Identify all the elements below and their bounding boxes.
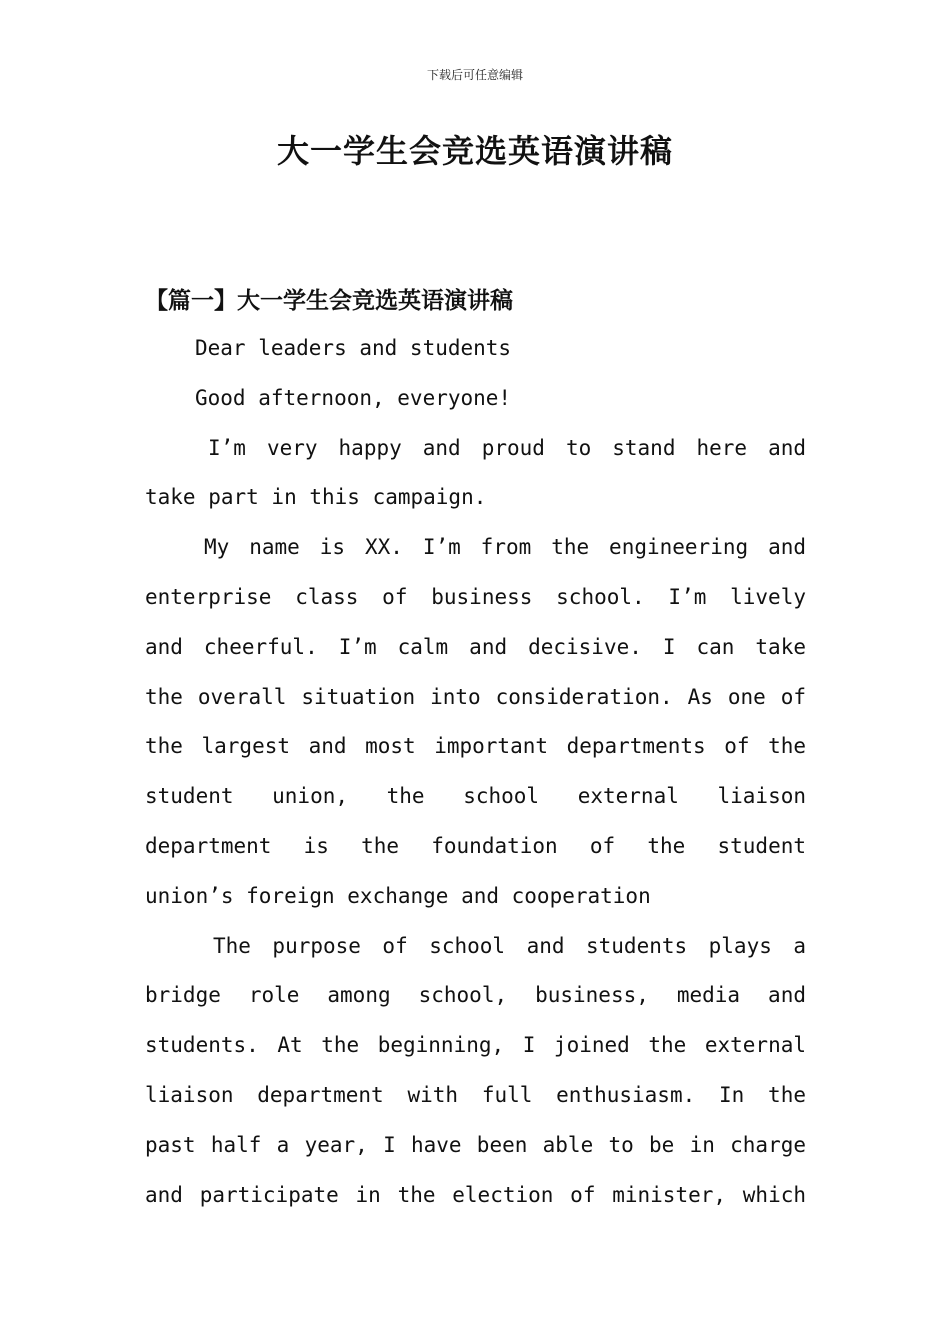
body-line: I’m very happy and proud to stand here and [208,435,806,460]
body-line: the largest and most important departments of the [145,734,806,759]
body-line: students. At the beginning, I joined the external [145,1033,806,1058]
section-heading: 【篇一】大一学生会竞选英语演讲稿 [145,287,513,314]
body-line: bridge role among school, business, media and [145,983,806,1008]
body-line: liaison department with full enthusiasm. In the [145,1082,806,1107]
body-line: enterprise class of business school. I’m lively [145,584,806,609]
body-line: department is the foundation of the student [145,833,806,858]
document-body [145,324,806,1220]
body-line: take part in this campaign. [145,485,487,510]
body-line: Good afternoon, everyone! [195,385,512,410]
body-line: union’s foreign exchange and cooperation [145,883,651,908]
header-note: 下载后可任意编辑 [426,68,523,82]
body-line: the overall situation into consideration. As one of [145,684,806,709]
body-line: The purpose of school and students plays a [213,933,806,958]
body-line: and cheerful. I’m calm and decisive. I can take [145,634,806,659]
body-line: past half a year, I have been able to be in charge [145,1132,806,1157]
body-line: My name is XX. I’m from the engineering and [204,535,806,560]
body-line: and participate in the election of minister, which [145,1182,806,1207]
body-line: student union, the school external liaison [145,784,806,809]
body-line: Dear leaders and students [195,336,512,360]
document-title: 大一学生会竞选英语演讲稿 [276,132,673,170]
